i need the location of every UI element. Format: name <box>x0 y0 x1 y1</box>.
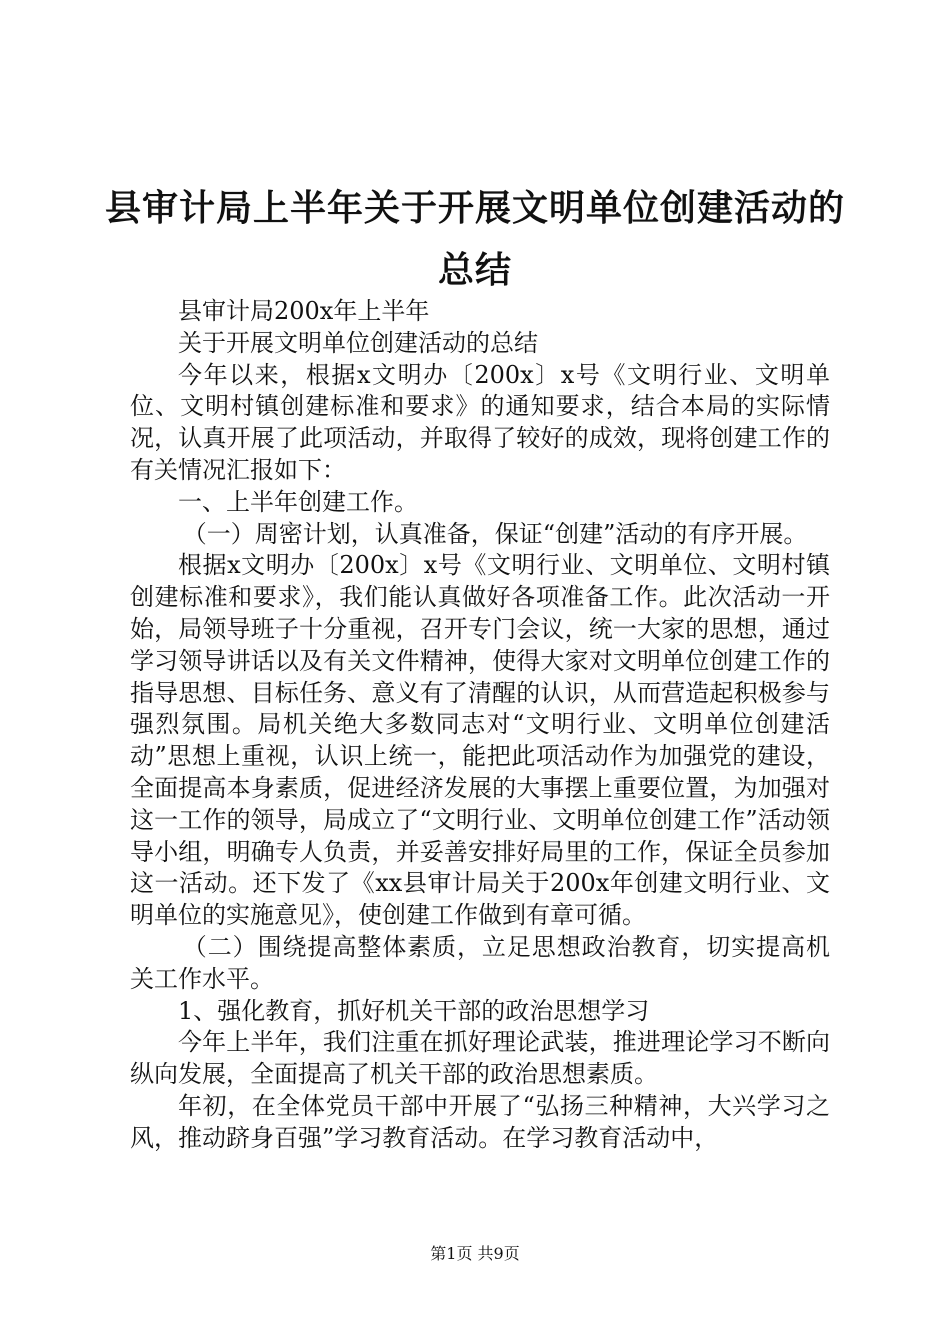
document-body <box>130 296 830 1155</box>
page-footer: 第1页 共9页 <box>430 1244 520 1263</box>
subtitle-line-2: 关于开展文明单位创建活动的总结 <box>178 328 538 357</box>
body-paragraph: 今年上半年，我们注重在抓好理论武装，推进理论学习不断向纵向发展，全面提高了机关干部的政治思想素质。 <box>130 1028 830 1089</box>
subsection-heading-1: （一）周密计划，认真准备，保证“创建”活动的有序开展。 <box>182 519 808 548</box>
subtitle-line-1: 县审计局200x年上半年 <box>178 297 430 325</box>
document-title-line-2: 总结 <box>437 249 512 291</box>
item-heading-1: 1、强化教育，抓好机关干部的政治思想学习 <box>178 996 650 1025</box>
document-title-line-1: 县审计局上半年关于开展文明单位创建活动的 <box>104 187 845 229</box>
body-paragraph: 根据x文明办〔200x〕x号《文明行业、文明单位、文明村镇创建标准和要求》，我们能认真做好各项准备工作。此次活动一开始，局领导班子十分重视，召开专门会议，统一大家的思想，通过学习领导讲话以及有关文件精神，使得大家对文明单位创建工作的指导思想、目标任务、意义有了清醒的认识，从而营造起积极参与强烈氛围。局机关绝大多数同志对“文明行业、文明单位创建活动”思想上重视，认识上统一，能把此项活动作为加强党的建设，全面提高本身素质，促进经济发展的大事摆上重要位置，为加强对这一工作的领导，局成立了“文明行业、文明单位创建工作”活动领导小组，明确专人负责，并妥善安排好局里的工作，保证全员参加这一活动。还下发了《xx县审计局关于200x年创建文明行业、文明单位的实施意见》，使创建工作做到有章可循。 <box>130 551 830 930</box>
body-paragraph: 年初，在全体党员干部中开展了“弘扬三种精神，大兴学习之风，推动跻身百强”学习教育活动。在学习教育活动中， <box>130 1091 830 1152</box>
subsection-heading-2: （二）围绕提高整体素质，立足思想政治教育，切实提高机关工作水平。 <box>130 932 830 993</box>
section-heading-1: 一、上半年创建工作。 <box>178 487 418 516</box>
intro-paragraph: 今年以来，根据x文明办〔200x〕x号《文明行业、文明单位、文明村镇创建标准和要求》的通知要求，结合本局的实际情况，认真开展了此项活动，并取得了较好的成效，现将创建工作的有关情况汇报如下： <box>130 360 830 484</box>
